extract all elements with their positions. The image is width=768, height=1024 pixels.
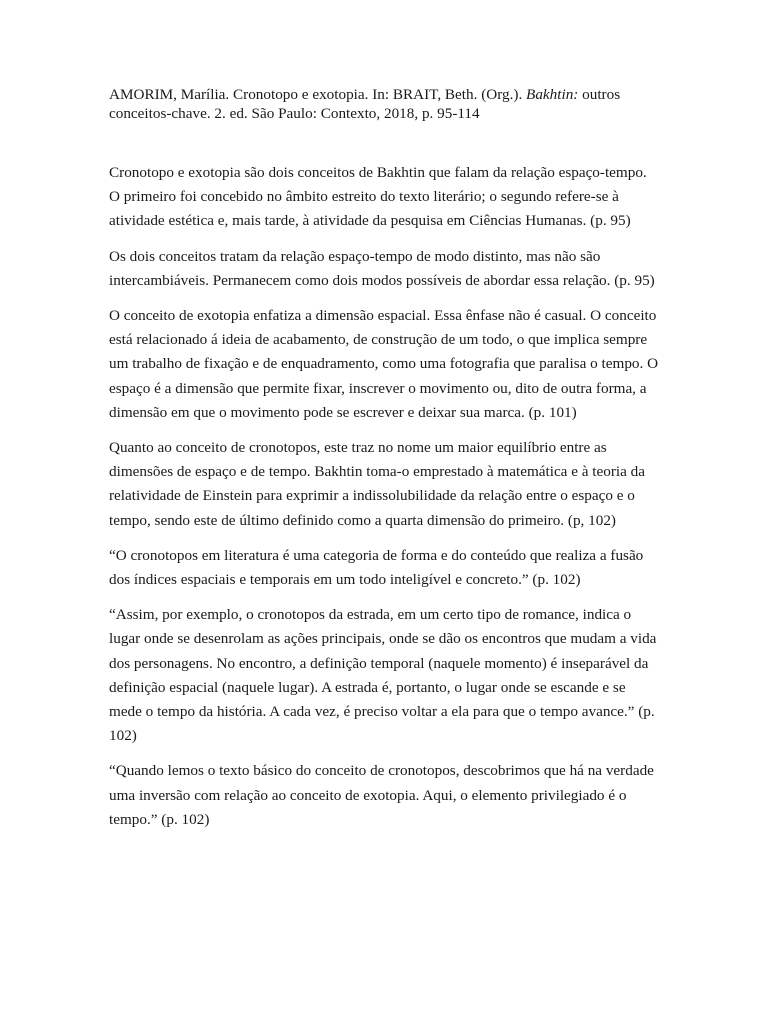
quote-paragraph-2: “Assim, por exemplo, o cronotopos da estrada, em um certo tipo de romance, indica o lugar onde se desenrolam as ações principais, onde se dão os encontros que mudam a vida dos personagens. No encontro, a definição temporal (naquele momento) é inseparável da definição espacial (naquele lugar). A estrada é, portanto, o lugar onde se escande e se mede o tempo da história. A cada vez, é preciso voltar a ela para que o tempo avance.” (p. 102) bbox=[109, 606, 657, 745]
quote-paragraph-3: “Quando lemos o texto básico do conceito de cronotopos, descobrimos que há na verdade uma inversão com relação ao conceito de exotopia. Aqui, o elemento privilegiado é o tempo.” (p. 102) bbox=[109, 762, 654, 828]
paragraph-3: O conceito de exotopia enfatiza a dimensão espacial. Essa ênfase não é casual. O conceito está relacionado á ideia de acabamento, de construção de um todo, o que implica sempre um trabalho de fixação e de enquadramento, como uma fotografia que paralisa o tempo. O espaço é a dimensão que permite fixar, inscrever o movimento ou, dito de outra forma, a dimensão em que o movimento pode se escrever e deixar sua marca. (p. 101) bbox=[109, 307, 659, 421]
reference-text-start: AMORIM, Marília. Cronotopo e exotopia. In: BRAIT, Beth. (Org.). bbox=[109, 86, 527, 103]
quote-paragraph-1: “O cronotopos em literatura é uma categoria de forma e do conteúdo que realiza a fusão dos índices espaciais e temporais em um todo inteligível e concreto.” (p. 102) bbox=[109, 546, 644, 589]
bibliographic-reference bbox=[109, 85, 649, 123]
reference-book-title: Bakhtin: bbox=[526, 86, 579, 103]
paragraph-2: Os dois conceitos tratam da relação espaço-tempo de modo distinto, mas não são intercambiáveis. Permanecem como dois modos possíveis de abordar essa relação. (p. 95) bbox=[109, 247, 655, 289]
paragraph-4: Quanto ao conceito de cronotopos, este traz no nome um maior equilíbrio entre as dimensões de espaço e de tempo. Bakhtin toma-o emprestado à matemática e à teoria da relatividade de Einstein para exprimir a indissolubilidade da relação entre o espaço e o tempo, sendo este de último definido como a quarta dimensão do primeiro. (p, 102) bbox=[109, 439, 645, 529]
document-body bbox=[109, 161, 661, 843]
reference-text-end: outros conceitos-chave. 2. ed. São Paulo: Contexto, 2018, p. 95-114 bbox=[109, 86, 621, 122]
paragraph-1: Cronotopo e exotopia são dois conceitos de Bakhtin que falam da relação espaço-tempo. O primeiro foi concebido no âmbito estreito do texto literário; o segundo refere-se à atividade estética e, mais tarde, à atividade da pesquisa em Ciências Humanas. (p. 95) bbox=[109, 164, 647, 230]
